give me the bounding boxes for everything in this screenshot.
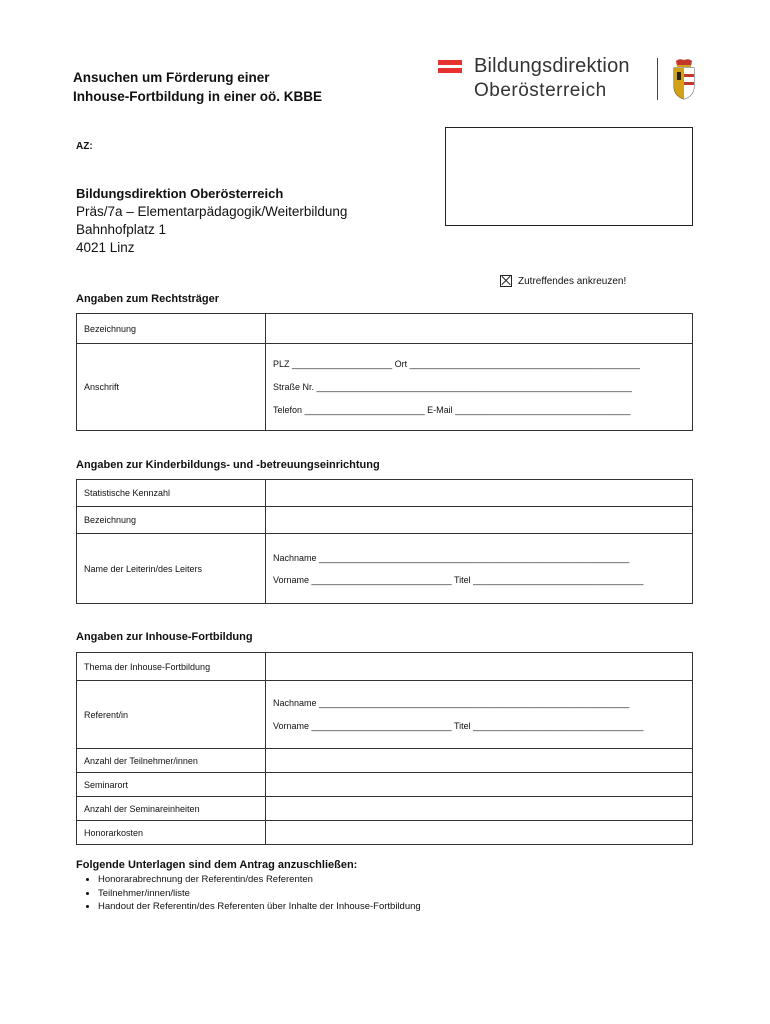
field-teilnehmer[interactable] (266, 749, 693, 773)
form-title (73, 68, 322, 106)
logo-text-line1: Bildungsdirektion (474, 55, 630, 77)
section-heading-traeger: Angaben zum Rechtsträger (76, 293, 220, 305)
list-item: • Teilnehmer/innen/liste (98, 887, 421, 901)
section-heading-einrichtung: Angaben zur Kinderbildungs- und -betreuungseinrichtung (76, 459, 380, 471)
label-anschrift: Anschrift (77, 344, 266, 431)
field-thema[interactable] (266, 653, 693, 681)
recipient-address (76, 185, 347, 257)
leitung-vorname-line[interactable]: Vorname ____________________________ Titel __________________________________ (273, 574, 644, 585)
logo-text-line2: Oberösterreich (474, 80, 607, 101)
address-line1: Bildungsdirektion Oberösterreich (76, 186, 284, 201)
form-title-line1: Ansuchen um Förderung einer (73, 70, 270, 85)
field-honorar[interactable] (266, 821, 693, 845)
label-einheiten: Anzahl der Seminareinheiten (77, 797, 266, 821)
field-seminarort[interactable] (266, 773, 693, 797)
table-fortbildung (76, 652, 693, 845)
checked-box-icon (500, 275, 512, 287)
table-traeger (76, 313, 693, 431)
label-honorar: Honorarkosten (77, 821, 266, 845)
referent-vorname-line[interactable]: Vorname ____________________________ Titel __________________________________ (273, 721, 644, 731)
upper-austria-crest-icon (671, 58, 697, 105)
list-item: • Honorarabrechnung der Referentin/des Referenten (98, 873, 421, 887)
field-referent[interactable] (266, 681, 693, 749)
attachments-heading: Folgende Unterlagen sind dem Antrag anzuschließen: (76, 859, 358, 871)
field-einrichtung-bezeichnung[interactable] (266, 507, 693, 534)
form-title-line2: Inhouse-Fortbildung in einer oö. KBBE (73, 89, 322, 104)
label-einrichtung-bezeichnung: Bezeichnung (77, 507, 266, 534)
label-thema: Thema der Inhouse-Fortbildung (77, 653, 266, 681)
field-kennzahl[interactable] (266, 480, 693, 507)
field-traeger-anschrift[interactable] (266, 344, 693, 431)
az-label: AZ: (76, 141, 93, 152)
plz-ort-line[interactable]: PLZ ____________________ Ort ______________________________________________ (273, 359, 640, 369)
referent-nachname-line[interactable]: Nachname ______________________________________________________________ (273, 698, 630, 708)
address-line3: Bahnhofplatz 1 (76, 222, 167, 237)
table-einrichtung (76, 479, 693, 604)
section-heading-fortbildung: Angaben zur Inhouse-Fortbildung (76, 631, 253, 643)
receipt-stamp-box[interactable] (445, 127, 693, 226)
leitung-nachname-line[interactable]: Nachname ______________________________________________________________ (273, 552, 630, 563)
check-hint (500, 275, 626, 287)
address-line2: Präs/7a – Elementarpädagogik/Weiterbildung (76, 204, 348, 219)
field-einheiten[interactable] (266, 797, 693, 821)
field-leitung[interactable] (266, 534, 693, 604)
label-teilnehmer: Anzahl der Teilnehmer/innen (77, 749, 266, 773)
list-item: • Handout der Referentin/des Referenten über Inhalte der Inhouse-Fortbildung (98, 900, 421, 914)
field-traeger-bezeichnung[interactable] (266, 314, 693, 344)
strasse-line[interactable]: Straße Nr. _______________________________________________________________ (273, 382, 632, 392)
label-bezeichnung: Bezeichnung (77, 314, 266, 344)
telefon-email-line[interactable]: Telefon ________________________ E-Mail ___________________________________ (273, 405, 631, 415)
logo-flag-icon (438, 60, 462, 76)
label-kennzahl: Statistische Kennzahl (77, 480, 266, 507)
address-line4: 4021 Linz (76, 240, 135, 255)
label-leitung: Name der Leiterin/des Leiters (77, 534, 266, 604)
attachments-list (76, 859, 421, 914)
label-seminarort: Seminarort (77, 773, 266, 797)
label-referent: Referent/in (77, 681, 266, 749)
check-hint-text: Zutreffendes ankreuzen! (518, 275, 627, 287)
logo-separator (657, 58, 658, 100)
